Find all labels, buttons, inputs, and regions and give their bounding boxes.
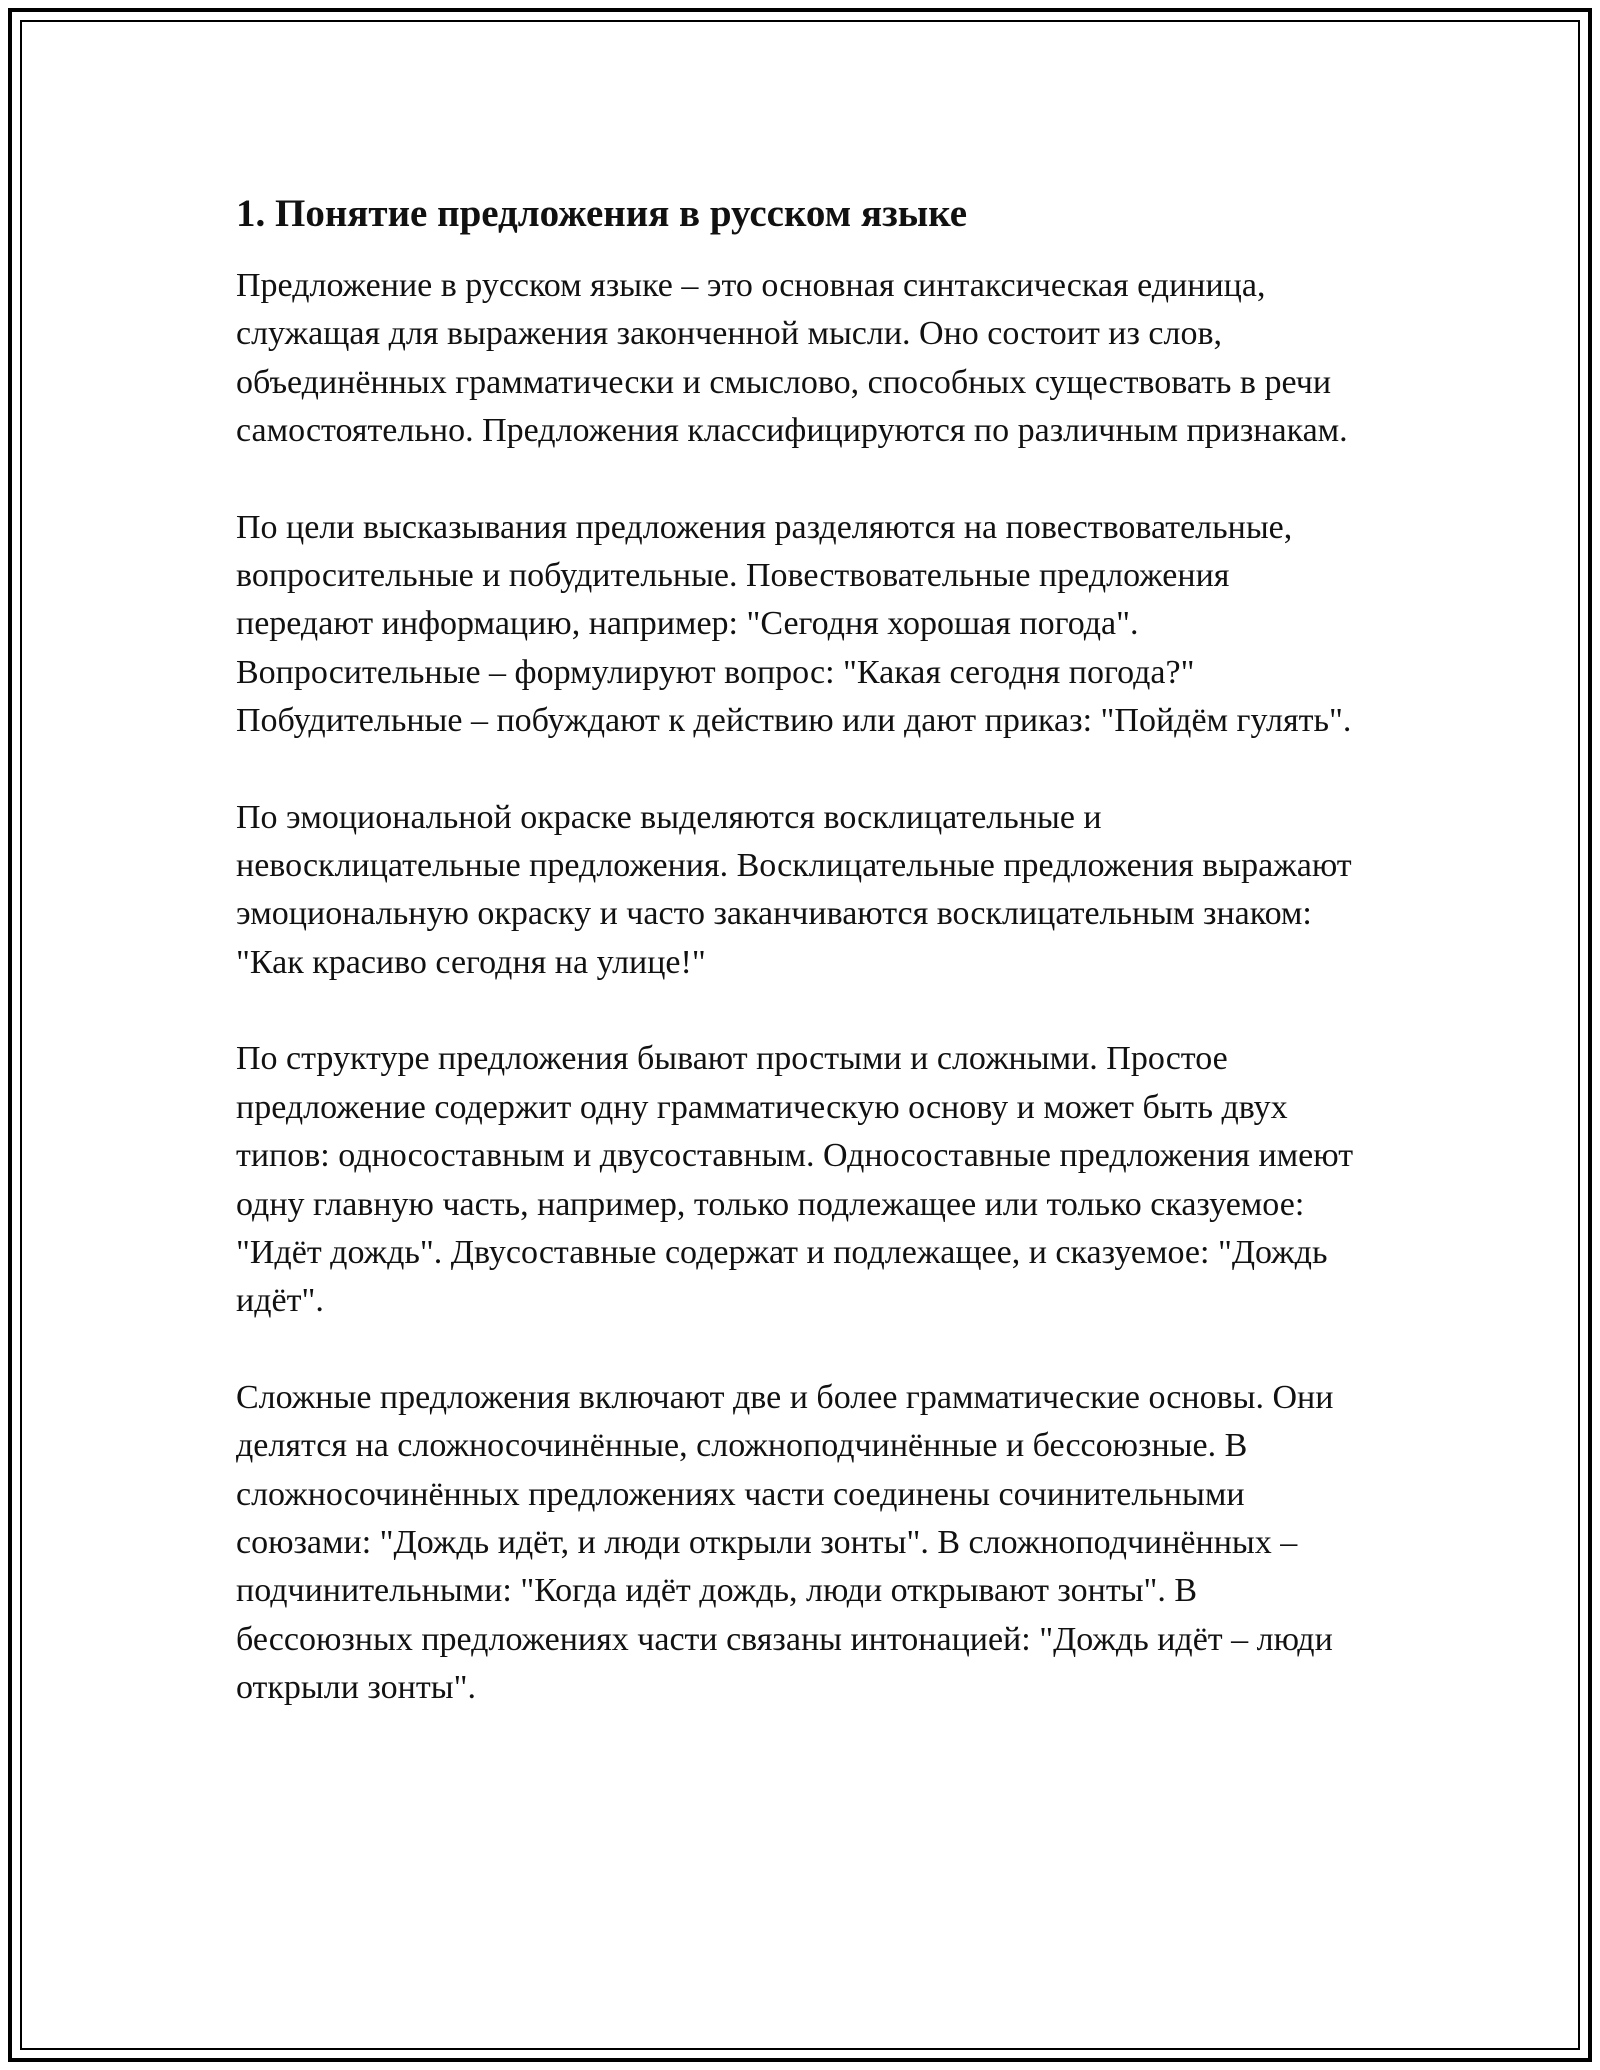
document-body [236,186,1366,1761]
section-heading: 1. Понятие предложения в русском языке [236,192,968,235]
paragraph-structure: По структуре предложения бывают простыми и сложными. Простое предложение содержит одну грамматическую основу и может быть двух типов: односоставным и двусоставным. Односоставные предложения имеют одну главную часть, например, только подлежащее или только сказуемое: "Идёт дождь". Двусоставные содержат и подлежащее, и сказуемое: "Дождь идёт". [236,1040,1354,1320]
paragraph-purpose: По цели высказывания предложения разделяются на повествовательные, вопросительные и побудительные. Повествовательные предложения передают информацию, например: "Сегодня хорошая погода". Вопросительные – формулируют вопрос: "Какая сегодня погода?" Побудительные – побуждают к действию или дают приказ: "Пойдём гулять". [236,508,1352,740]
paragraph-complex: Сложные предложения включают две и более грамматические основы. Они делятся на сложносочинённые, сложноподчинённые и бессоюзные. В сложносочинённых предложениях части соединены сочинительными союзами: "Дождь идёт, и люди открыли зонты". В сложноподчинённых – подчинительными: "Когда идёт дождь, люди открывают зонты". В бессоюзных предложениях части связаны интонацией: "Дождь идёт – люди открыли зонты". [236,1378,1334,1707]
paragraph-definition: Предложение в русском языке – это основная синтаксическая единица, служащая для выражения законченной мысли. Оно состоит из слов, объединённых грамматически и смыслово, способных существовать в речи самостоятельно. Предложения классифицируются по различным признакам. [236,267,1348,450]
paragraph-emotion: По эмоциональной окраске выделяются восклицательные и невосклицательные предложения. Восклицательные предложения выражают эмоциональную окраску и часто заканчиваются восклицательным знаком: "Как красиво сегодня на улице!" [236,798,1352,981]
